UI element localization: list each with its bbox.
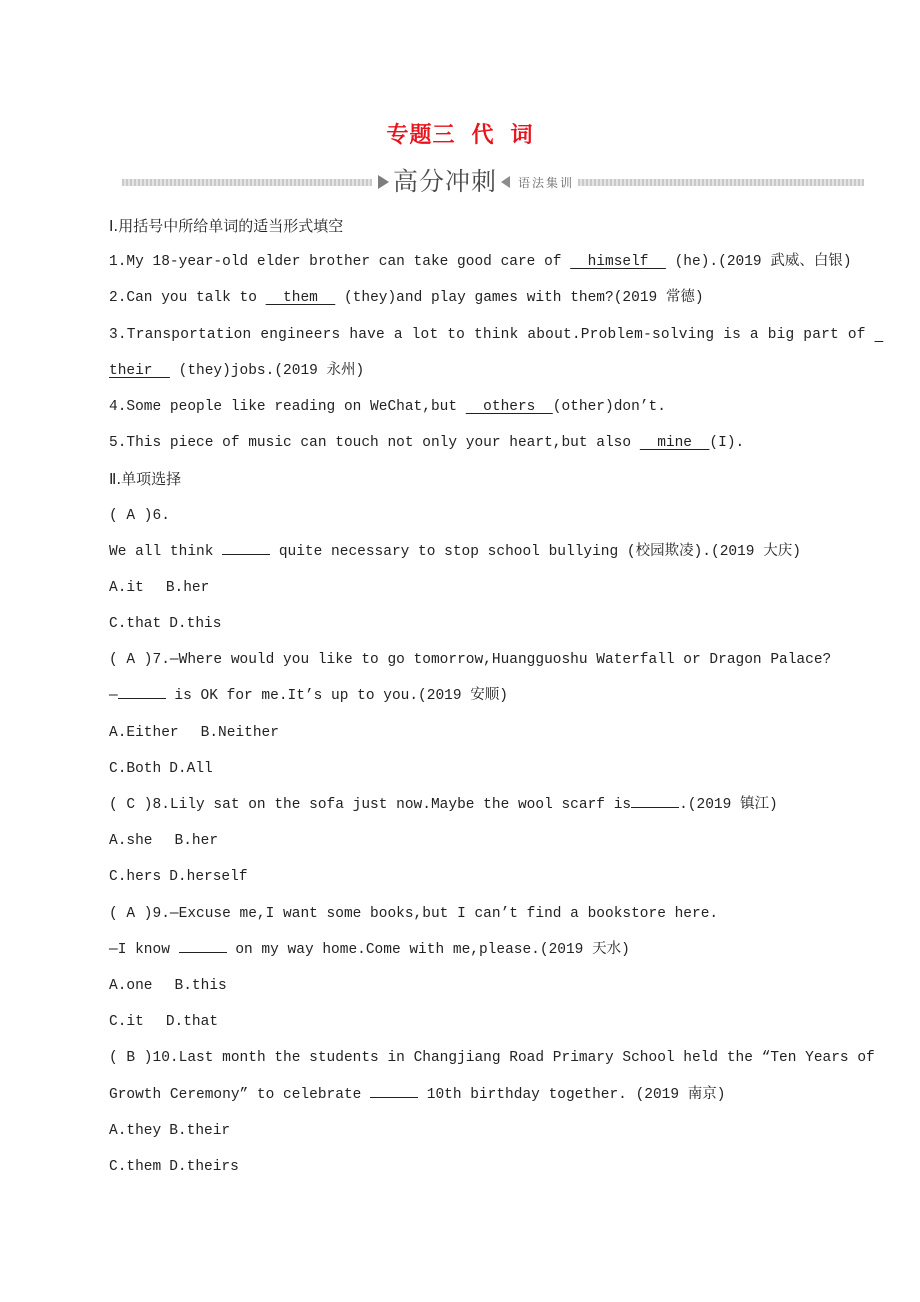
- answer-blank: [631, 793, 679, 808]
- worksheet-content: [109, 208, 875, 1185]
- answer-blank: mine: [639, 435, 710, 452]
- question-7-reply: [109, 678, 849, 714]
- arrow-left-icon: [501, 176, 510, 188]
- option-a: A.one: [109, 977, 153, 994]
- banner-rule-right: [578, 179, 864, 186]
- option-a: A.she: [109, 833, 153, 850]
- option-d: D.All: [169, 760, 213, 777]
- title-char-1: 代: [471, 123, 495, 148]
- option-b: B.her: [174, 833, 219, 850]
- option-b: B.their: [169, 1122, 231, 1139]
- question-10-stem-cont: [109, 1077, 849, 1113]
- item-text: (he).(2019 武威、白银): [665, 254, 852, 271]
- question-10-stem: [109, 1040, 875, 1076]
- answer-blank: [179, 938, 227, 953]
- question-6-mark: [109, 498, 849, 534]
- question-8-options-cd: [109, 859, 849, 895]
- stem-text: on my way home.Come with me,please.(2019 天水): [226, 941, 630, 958]
- answer-blank: them: [265, 290, 336, 307]
- item-text: 4.Some people like reading on WeChat,but: [109, 398, 466, 415]
- question-6-stem: [109, 534, 849, 570]
- stem-text: quite necessary to stop school bullying (校园欺凌).(2019 大庆): [270, 543, 801, 560]
- answer-blank: [222, 540, 270, 555]
- section-banner: [122, 168, 864, 196]
- option-a: A.Either: [109, 724, 179, 741]
- fill-item-1: [109, 244, 852, 280]
- option-c: C.Both: [109, 760, 162, 777]
- option-d: D.theirs: [169, 1158, 239, 1175]
- question-7-options-ab: [109, 715, 849, 751]
- question-7-options-cd: [109, 751, 849, 787]
- fill-item-3: [109, 317, 875, 353]
- title-char-2: 词: [510, 123, 534, 148]
- question-6-options-ab: [109, 570, 849, 606]
- stem-text: 10th birthday together. (2019 南京): [418, 1086, 726, 1103]
- question-10-options-ab: [109, 1113, 849, 1149]
- question-10-options-cd: [109, 1149, 849, 1185]
- item-text: (they)jobs.(2019 永州): [169, 362, 365, 379]
- answer-mark: ( B )10.: [109, 1050, 179, 1067]
- fill-item-2: [109, 280, 849, 316]
- option-b: B.her: [165, 579, 210, 596]
- option-c: C.them: [109, 1158, 162, 1175]
- answer-mark: ( A )6.: [109, 507, 170, 524]
- stem-text: .(2019 镇江): [679, 797, 778, 813]
- answer-blank: himself: [570, 254, 666, 271]
- fill-item-4: [109, 389, 849, 425]
- question-6-options-cd: [109, 606, 849, 642]
- option-a: A.it: [109, 579, 144, 596]
- stem-text: Last month the students in Changjiang Road Primary School held the “Ten Years of: [178, 1050, 875, 1067]
- item-text: 3.Transportation engineers have a lot to think about.Problem-solving is a big part of: [109, 326, 875, 343]
- option-c: C.it: [109, 1014, 144, 1031]
- fill-item-3-cont: [109, 353, 849, 389]
- option-c: C.hers: [109, 869, 162, 886]
- item-text: 5.This piece of music can touch not only your heart,but also: [109, 435, 640, 452]
- answer-blank: [370, 1083, 418, 1098]
- item-text: 1.My 18-year-old elder brother can take good care of: [109, 254, 571, 271]
- stem-text: —Where would you like to go tomorrow,Huangguoshu Waterfall or Dragon Palace?: [169, 652, 832, 669]
- question-8-stem: [109, 787, 849, 823]
- question-7-stem: [109, 642, 849, 678]
- item-text: (they)and play games with them?(2019 常德): [335, 290, 704, 307]
- section-2-heading: Ⅱ.单项选择: [109, 470, 182, 489]
- option-b: B.Neither: [200, 724, 279, 741]
- stem-text: —I know: [109, 941, 179, 958]
- question-9-options-ab: [109, 968, 849, 1004]
- arrow-right-icon: [378, 175, 389, 189]
- stem-text: Lily sat on the sofa just now.Maybe the wool scarf is: [169, 797, 632, 813]
- option-a: A.they: [109, 1122, 162, 1139]
- banner-rule-left: [122, 179, 372, 186]
- answer-blank-start: [875, 327, 884, 343]
- title-topic: 专题三: [386, 123, 456, 148]
- answer-blank: [118, 684, 166, 699]
- item-text: 2.Can you talk to: [109, 290, 266, 307]
- option-b: B.this: [174, 977, 227, 994]
- answer-mark: ( A )9.: [109, 905, 170, 922]
- stem-text: —: [109, 688, 118, 705]
- question-8-options-ab: [109, 823, 849, 859]
- option-c: C.that: [109, 616, 162, 633]
- stem-text: is OK for me.It’s up to you.(2019 安顺): [165, 688, 508, 705]
- option-d: D.that: [165, 1014, 219, 1031]
- answer-mark: ( C )8.: [109, 797, 170, 813]
- fill-item-5: [109, 425, 849, 461]
- question-9-reply: [109, 932, 849, 968]
- option-d: D.this: [169, 616, 222, 633]
- stem-text: Growth Ceremony” to celebrate: [109, 1086, 371, 1103]
- answer-blank: others: [465, 398, 553, 415]
- section-1-heading: Ⅰ.用括号中所给单词的适当形式填空: [109, 217, 344, 235]
- question-9-options-cd: [109, 1004, 849, 1040]
- stem-text: —Excuse me,I want some books,but I can’t find a bookstore here.: [169, 905, 719, 922]
- answer-mark: ( A )7.: [109, 652, 170, 669]
- banner-main-label: 高分冲刺: [393, 167, 498, 196]
- question-9-stem: [109, 896, 849, 932]
- item-text: (other)don’t.: [552, 398, 666, 415]
- answer-blank: their: [109, 362, 170, 379]
- option-d: D.herself: [169, 869, 248, 886]
- banner-sub-label: 语法集训: [518, 175, 575, 190]
- item-text: (I).: [709, 435, 745, 452]
- stem-text: We all think: [109, 543, 223, 560]
- page-title: [0, 118, 920, 149]
